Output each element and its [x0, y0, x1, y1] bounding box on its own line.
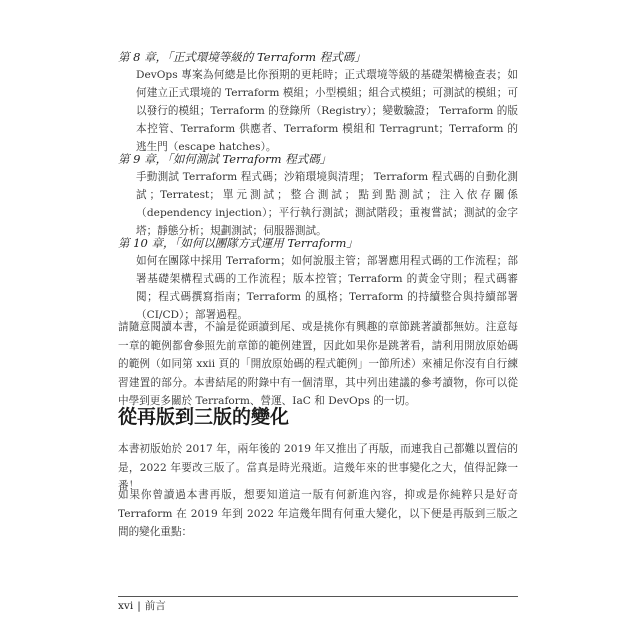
page-number: xvi — [118, 600, 134, 612]
chapter-summary-10 — [118, 234, 518, 324]
chapter-description: 手動測試 Terraform 程式碼；沙箱環境與清理； Terraform 程式碼的自動化測試；Terratest；單元測試；整合測試；點到點測試；注入依存關係（dependency injection）；平行執行測試；測試階段；重複嘗試；測試的金字塔；靜態分析；規劃測試；伺服器測試。 — [136, 171, 518, 237]
chapter-summary-8 — [118, 48, 518, 156]
chapter-title: 第 9 章，「如何測試 Terraform 程式碼」 — [118, 152, 332, 166]
edition-history-paragraph: 本書初版始於 2017 年，兩年後的 2019 年又推出了再版，而連我自己都難以置信的是，2022 年要改三版了。當真是時光飛逝。這幾年來的世事變化之大，值得記錄一番！ — [118, 443, 518, 492]
footer-divider — [118, 596, 518, 597]
chapter-description: 如何在團隊中採用 Terraform；如何說服主管；部署應用程式碼的工作流程；部署基礎架構程式碼的工作流程；版本控管；Terraform 的黃金守則；程式碼審閱；程式碼撰寫指南；Terraform 的風格；Terraform 的持續整合與持續部署（CI/CD）；部署過程。 — [136, 255, 518, 321]
edition-changes-paragraph: 如果你曾讀過本書再版，想要知道這一版有何新進內容，抑或是你純粹只是好奇 Terraform 在 2019 年到 2022 年這幾年間有何重大變化，以下便是再版到三版之間的變化重點： — [118, 489, 518, 538]
page-footer — [118, 599, 166, 613]
chapter-description: DevOps 專案為何總是比你預期的更耗時；正式環境等級的基礎架構檢查表；如何建立正式環境的 Terraform 模組；小型模組；組合式模組；可測試的模組；可以發行的模組；Terraform 的登錄所（Registry）；變數驗證； Terraform 的版本控管、Terraform 供應者、Terraform 模組和 Terragrunt；Terraform 的逃生門（escape hatches）。 — [136, 69, 518, 153]
chapter-summary-9 — [118, 150, 518, 240]
chapter-title: 第 8 章，「正式環境等級的 Terraform 程式碼」 — [118, 50, 366, 64]
chapter-title: 第 10 章，「如何以團隊方式運用 Terraform」 — [118, 236, 358, 250]
footer-separator: | — [137, 600, 141, 612]
reading-guide-paragraph: 請隨意閱讀本書，不論是從頭讀到尾、或是挑你有興趣的章節跳著讀都無妨。注意每一章的範例都會參照先前章節的範例建置，因此如果你是跳著看，請利用開放原始碼的範例（如同第 xxii 頁的「開放原始碼的程式範例」一節所述）來補足你沒有自行練習建置的部分。本書結尾的附錄中有一個清單，其中列出建議的參考讀物，你可以從中學到更多關於 Terraform、營運、IaC 和 DevOps 的一切。 — [118, 321, 518, 407]
footer-section-name: 前言 — [144, 600, 166, 612]
section-heading: 從再版到三版的變化 — [118, 406, 290, 428]
